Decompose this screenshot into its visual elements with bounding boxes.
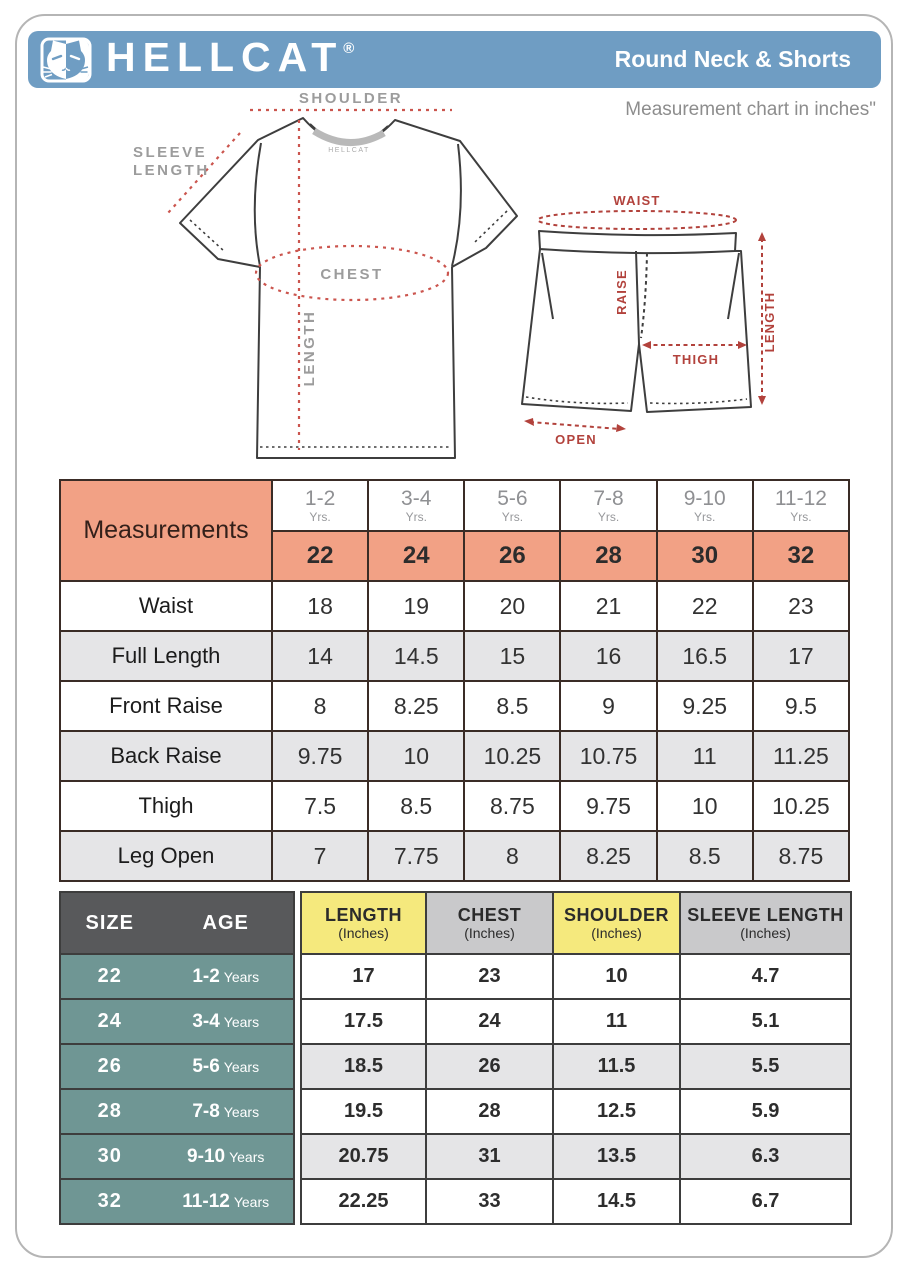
size-value: 30 (97, 1145, 122, 1167)
age-range: 7-8 (593, 487, 624, 511)
size-cell: 30 (657, 531, 753, 581)
value-cell: 5.9 (680, 1089, 851, 1134)
size-cell: 26 (464, 531, 560, 581)
age-range: 5-6 (192, 1055, 220, 1077)
table-row (301, 1179, 851, 1224)
row-label: Thigh (60, 781, 272, 831)
size-cell: 24 (368, 531, 464, 581)
table-row (60, 999, 294, 1044)
raise-label: RAISE (614, 269, 629, 315)
value-cell: 10.25 (464, 731, 560, 781)
value-cell: 7.75 (368, 831, 464, 881)
value-cell: 6.3 (680, 1134, 851, 1179)
value-cell: 9.75 (560, 781, 656, 831)
collar-brand-label: HELLCAT (328, 147, 370, 154)
age-suffix: Yrs. (309, 509, 331, 524)
value-cell: 21 (560, 581, 656, 631)
age-range: 1-2 (192, 965, 220, 987)
age-header-row (60, 480, 849, 531)
value-cell: 33 (426, 1179, 553, 1224)
size-value: 24 (97, 1010, 122, 1032)
size-age-cell (60, 954, 294, 999)
size-value: 22 (97, 965, 122, 987)
shoulder-header-cell (553, 892, 680, 954)
value-cell: 8.5 (368, 781, 464, 831)
age-value (158, 966, 293, 988)
size-age-cell (60, 1044, 294, 1089)
age-suffix: Years (223, 1103, 260, 1120)
value-cell: 8 (272, 681, 368, 731)
value-cell: 11 (553, 999, 680, 1044)
value-cell: 20 (464, 581, 560, 631)
value-cell: 26 (426, 1044, 553, 1089)
age-cell (657, 480, 753, 531)
size-age-cell (60, 1089, 294, 1134)
table-row (60, 631, 849, 681)
age-range: 1-2 (304, 487, 336, 511)
age-range: 7-8 (192, 1100, 220, 1122)
age-suffix: Years (229, 1148, 265, 1165)
header-band (28, 31, 881, 88)
table-row (60, 831, 849, 881)
age-value (158, 1101, 293, 1123)
row-label: Leg Open (60, 831, 272, 881)
hellcat-cat-icon (40, 37, 92, 83)
value-cell: 23 (426, 954, 553, 999)
shorts-waistband (539, 231, 736, 253)
product-title: Round Neck & Shorts (614, 46, 851, 72)
table-row (60, 1044, 294, 1089)
value-cell: 10.25 (753, 781, 849, 831)
value-cell: 17.5 (301, 999, 426, 1044)
open-measure-line (530, 422, 620, 429)
detail-table (59, 891, 850, 1225)
table-row (301, 999, 851, 1044)
table-row (60, 681, 849, 731)
value-cell: 28 (426, 1089, 553, 1134)
value-cell: 14.5 (368, 631, 464, 681)
value-cell: 24 (426, 999, 553, 1044)
size-age-cell (60, 1179, 294, 1224)
detail-header-row (301, 892, 851, 954)
waist-label: WAIST (613, 193, 661, 208)
age-value (158, 1191, 293, 1213)
size-value: 32 (97, 1190, 122, 1212)
value-cell: 22 (657, 581, 753, 631)
table-row (60, 1134, 294, 1179)
age-range: 11-12 (182, 1190, 230, 1212)
value-cell: 18.5 (301, 1044, 426, 1089)
age-range: 3-4 (192, 1010, 220, 1032)
value-cell: 8.5 (657, 831, 753, 881)
column-title: SHOULDER (563, 904, 669, 925)
age-suffix: Yrs. (597, 509, 620, 524)
waist-measure-ellipse (538, 211, 736, 229)
value-cell: 4.7 (680, 954, 851, 999)
column-unit: (Inches) (338, 924, 389, 941)
open-label: OPEN (555, 432, 597, 447)
value-cell: 22.25 (301, 1179, 426, 1224)
row-label: Front Raise (60, 681, 272, 731)
value-cell: 20.75 (301, 1134, 426, 1179)
age-value (158, 1146, 293, 1168)
age-header: AGE (202, 911, 249, 934)
age-cell (272, 480, 368, 531)
size-age-header-cell (60, 892, 294, 954)
corner-cell: Measurements (60, 480, 272, 581)
value-cell: 9.75 (272, 731, 368, 781)
age-suffix: Yrs. (501, 509, 524, 524)
value-cell: 11.5 (553, 1044, 680, 1089)
value-cell: 18 (272, 581, 368, 631)
value-cell: 12.5 (553, 1089, 680, 1134)
table-row (301, 1089, 851, 1134)
sleeve-length-label-line2: LENGTH (133, 162, 210, 179)
shorts-diagram (500, 172, 909, 450)
size-value: 26 (97, 1055, 122, 1077)
column-unit: (Inches) (591, 924, 642, 941)
value-cell: 9.5 (753, 681, 849, 731)
column-unit: (Inches) (740, 924, 791, 941)
sleeve-length-label-line1: SLEEVE (133, 144, 208, 161)
value-cell: 8.5 (464, 681, 560, 731)
value-cell: 8.75 (753, 831, 849, 881)
value-cell: 8 (464, 831, 560, 881)
shoulder-label: SHOULDER (298, 90, 404, 107)
age-range: 11-12 (774, 487, 827, 511)
value-cell: 15 (464, 631, 560, 681)
column-title: CHEST (457, 904, 522, 925)
sleeve-length-header-cell (680, 892, 851, 954)
age-value (158, 1056, 293, 1078)
table-row (301, 1044, 851, 1089)
measurement-columns (300, 891, 852, 1225)
value-cell: 13.5 (553, 1134, 680, 1179)
table-row (60, 731, 849, 781)
row-label: Back Raise (60, 731, 272, 781)
value-cell: 7.5 (272, 781, 368, 831)
value-cell: 8.25 (368, 681, 464, 731)
age-range: 9-10 (683, 487, 726, 511)
age-suffix: Yrs. (790, 509, 812, 524)
value-cell: 17 (753, 631, 849, 681)
age-suffix: Years (223, 1013, 260, 1030)
age-suffix: Yrs. (694, 509, 716, 524)
length-header-cell (301, 892, 426, 954)
chest-header-cell (426, 892, 553, 954)
age-suffix: Years (223, 968, 260, 985)
value-cell: 16.5 (657, 631, 753, 681)
value-cell: 5.1 (680, 999, 851, 1044)
value-cell: 5.5 (680, 1044, 851, 1089)
value-cell: 10 (657, 781, 753, 831)
detail-header-row (60, 892, 294, 954)
column-title: SLEEVE LENGTH (687, 904, 844, 925)
age-range: 9-10 (187, 1145, 226, 1167)
chest-label: CHEST (320, 266, 384, 283)
value-cell: 10 (368, 731, 464, 781)
table-row (60, 954, 294, 999)
age-range: 3-4 (401, 487, 432, 511)
tshirt-diagram (100, 90, 520, 490)
table-row (60, 581, 849, 631)
table-row (60, 781, 849, 831)
value-cell: 31 (426, 1134, 553, 1179)
value-cell: 10.75 (560, 731, 656, 781)
value-cell: 8.75 (464, 781, 560, 831)
table-row (60, 1089, 294, 1134)
size-header: SIZE (85, 911, 134, 934)
brand-text: HELLCAT (106, 34, 344, 80)
value-cell: 10 (553, 954, 680, 999)
age-value (158, 1011, 293, 1033)
shorts-length-label: LENGTH (762, 291, 777, 353)
brand-wordmark (106, 34, 354, 81)
age-range: 5-6 (497, 487, 528, 511)
value-cell: 11 (657, 731, 753, 781)
measurements-table (59, 479, 850, 882)
row-label: Full Length (60, 631, 272, 681)
tshirt-outline (180, 118, 517, 458)
value-cell: 7 (272, 831, 368, 881)
value-cell: 11.25 (753, 731, 849, 781)
value-cell: 9 (560, 681, 656, 731)
table-row (60, 1179, 294, 1224)
age-cell (560, 480, 656, 531)
size-age-column (59, 891, 295, 1225)
age-cell (753, 480, 849, 531)
value-cell: 6.7 (680, 1179, 851, 1224)
registered-mark: ® (343, 40, 355, 57)
table-row (301, 954, 851, 999)
value-cell: 14 (272, 631, 368, 681)
value-cell: 23 (753, 581, 849, 631)
age-suffix: Years (233, 1193, 270, 1210)
value-cell: 8.25 (560, 831, 656, 881)
value-cell: 14.5 (553, 1179, 680, 1224)
table-row (301, 1134, 851, 1179)
age-suffix: Years (223, 1058, 260, 1075)
size-cell: 22 (272, 531, 368, 581)
size-cell: 32 (753, 531, 849, 581)
size-value: 28 (97, 1100, 122, 1122)
column-unit: (Inches) (464, 924, 515, 941)
length-label: LENGTH (301, 309, 318, 387)
value-cell: 17 (301, 954, 426, 999)
size-age-cell (60, 999, 294, 1044)
row-label: Waist (60, 581, 272, 631)
chart-subtitle: Measurement chart in inches" (625, 99, 876, 120)
thigh-label: THIGH (672, 352, 720, 367)
age-cell (464, 480, 560, 531)
size-cell: 28 (560, 531, 656, 581)
size-age-cell (60, 1134, 294, 1179)
age-suffix: Yrs. (405, 509, 427, 524)
value-cell: 19.5 (301, 1089, 426, 1134)
age-cell (368, 480, 464, 531)
value-cell: 9.25 (657, 681, 753, 731)
value-cell: 16 (560, 631, 656, 681)
value-cell: 19 (368, 581, 464, 631)
column-title: LENGTH (325, 904, 402, 925)
